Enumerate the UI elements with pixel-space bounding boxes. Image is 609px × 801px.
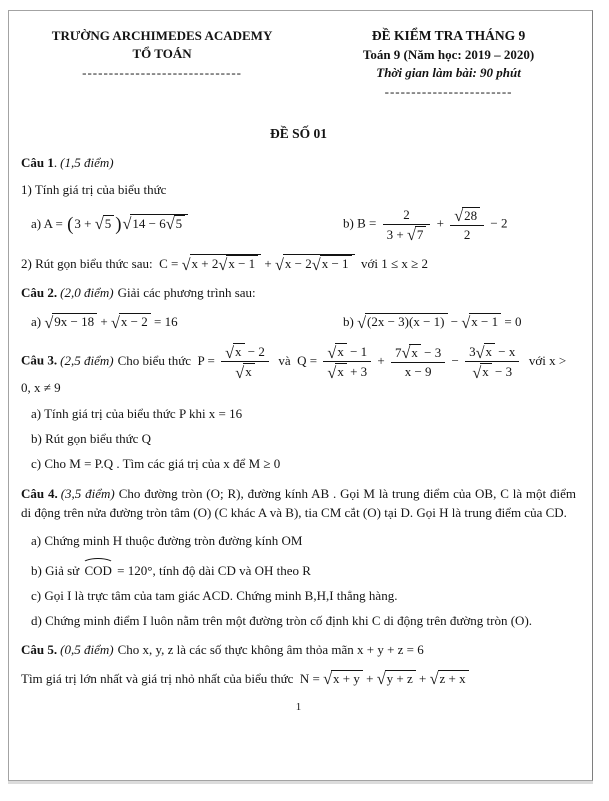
sqrt-radical: √14 − 6√5 [122,216,188,231]
sqrt-radical: √x − 2 [111,314,151,329]
sqrt-radical: √5 [166,216,185,231]
q3-item-a: a) Tính giá trị của biểu thức P khi x = 16 [31,406,243,422]
sqrt-radical: √5 [95,216,114,231]
q1-heading [21,155,576,171]
q3-item-c: c) Cho M = P.Q . Tìm các giá trị của x để M ≥ 0 [31,456,281,472]
sqrt-radical: √z + x [430,671,469,686]
sqrt-radical: √x [225,344,244,359]
exam-header [21,27,576,101]
sqrt-radical: √x [327,364,346,379]
q2-heading [21,285,576,301]
q5-intro: Cho x, y, z là các số thực không âm thỏa mãn x + y + z = 6 [117,641,424,657]
sqrt-radical: √28 [454,208,480,223]
q1-dot: . [53,155,58,170]
sqrt-radical: √(2x − 3)(x − 1) [357,314,447,329]
page-number: 1 [295,700,302,713]
q2-item-a-formula: a) √9x − 18 + √x − 2 = 16 [31,313,178,332]
sqrt-radical: √x [472,364,491,379]
q4-label: Câu 4. [21,486,58,502]
sqrt-radical: √x − 1 [461,314,501,329]
q5-heading [21,642,576,658]
q5-label: Câu 5. [21,641,58,657]
q4-item-a: a) Chứng minh H thuộc đường tròn đường kính OM [31,532,303,548]
q3-item-b: b) Rút gọn biểu thức Q [31,431,152,447]
fraction: $\frac{3√x - x}{√x - 3}$ [465,343,519,380]
page-border [8,10,593,781]
q2-item-b-formula: b) √(2x − 3)(x − 1) − √x − 1 = 0 [343,313,522,332]
sqrt-radical: √x [327,344,346,359]
q4-item-d: d) Chứng minh điểm I luôn nằm trên một đường tròn cố định khi C di động trên đường tròn (O). [31,612,533,628]
q3-points: (2,5 điểm) [60,352,114,368]
fraction: $\frac{√x - 1}{√x + 3}$ [323,343,371,380]
q1-part1: 1) Tính giá trị của biểu thức [21,182,167,197]
fraction: $\frac{7√x - 3}{x - 9}$ [391,344,445,379]
department-name: TỔ TOÁN [132,45,192,61]
exam-duration: Thời gian làm bài: 90 phút [376,64,521,80]
q4-points: (3,5 điểm) [60,486,115,502]
exam-title: ĐỀ KIỂM TRA THÁNG 9 [371,28,526,43]
sqrt-radical: √x + y [323,671,363,686]
sqrt-radical: √9x − 18 [44,314,97,329]
sqrt-radical: √x − 2√x − 1 [275,256,355,271]
q2-items-row [21,313,576,330]
q2-points: (2,0 điểm) [60,285,114,301]
sqrt-radical: √x − 1 [312,256,352,271]
q1-label: Câu 1 [21,155,54,170]
sqrt-radical: √7 [407,227,426,242]
school-name: TRƯỜNG ARCHIMEDES ACADEMY [51,28,273,43]
q1-items-row [21,207,576,242]
right-divider: ------------------------ [384,83,513,99]
school-block [21,27,303,101]
fraction: $\frac{√28}{2}$ [450,207,484,242]
q4-item-c: c) Gọi I là trực tâm của tam giác ACD. Chứng minh B,H,I thẳng hàng. [31,587,398,603]
exam-code: ĐỀ SỐ 01 [269,126,327,141]
sqrt-radical: √x − 1 [218,256,258,271]
q4-heading [21,484,576,522]
fraction: $\frac{√x - 2}{√x}$ [221,343,269,380]
exam-subject: Toán 9 (Năm học: 2019 – 2020) [362,46,535,62]
q2-intro: Giải các phương trình sau: [117,285,256,301]
q3-label: Câu 3. [21,352,58,368]
sqrt-radical: √x [476,344,495,359]
q1-item-a-formula: a) A = (3 + √5 )√14 − 6√5 [31,214,343,232]
angle-arc: COD [82,558,113,579]
q1-part2-formula: 2) Rút gọn biểu thức sau: C = √x + 2√x − 1 + √x − 2√x − 1 với 1 ≤ x ≥ 2 [21,255,429,274]
q3-intro-formula: Cho biểu thức P = $\frac{√x - 2}{√x}$ và Q = $\frac{√x - 1}{√x + 3}$ + $\frac{7√x - 3}{x - 9}$ − $\frac{3√x - x}{√x - 3}$ với x > 0, x ≠ 9 [21,343,570,396]
page-content [9,11,592,713]
fraction: $\frac{2}{3 + √7}$ [383,207,431,242]
sqrt-radical: √x [235,364,254,379]
q3-heading [21,343,576,396]
sqrt-radical: √y + z [377,671,416,686]
q2-label: Câu 2. [21,285,58,301]
sqrt-radical: √x + 2√x − 1 [182,256,262,271]
q5-final-formula: Tìm giá trị lớn nhất và giá trị nhỏ nhất của biểu thức N = √x + y + √y + z + √z + x [21,670,576,687]
q5-points: (0,5 điểm) [60,641,114,657]
q1-points: (1,5 điểm) [60,155,114,170]
left-divider: ------------------------------ [82,64,242,80]
exam-info-block [321,27,576,101]
q1-item-b-formula: b) B = $\frac{2}{3 + √7}$ + $\frac{√28}{2}$ − 2 [343,207,508,244]
q4-item-b-formula: b) Giả sử COD = 120°, tính độ dài CD và OH theo R [31,558,576,579]
sqrt-radical: √x [402,345,421,360]
q4-body: Cho đường tròn (O; R), đường kính AB . Gọi M là trung điểm của OB, C là một điểm di động trên nửa đường tròn tâm (O) (C khác A và B), tia CM cắt (O) tại D. Gọi H là trung điểm của CD. [21,486,576,521]
